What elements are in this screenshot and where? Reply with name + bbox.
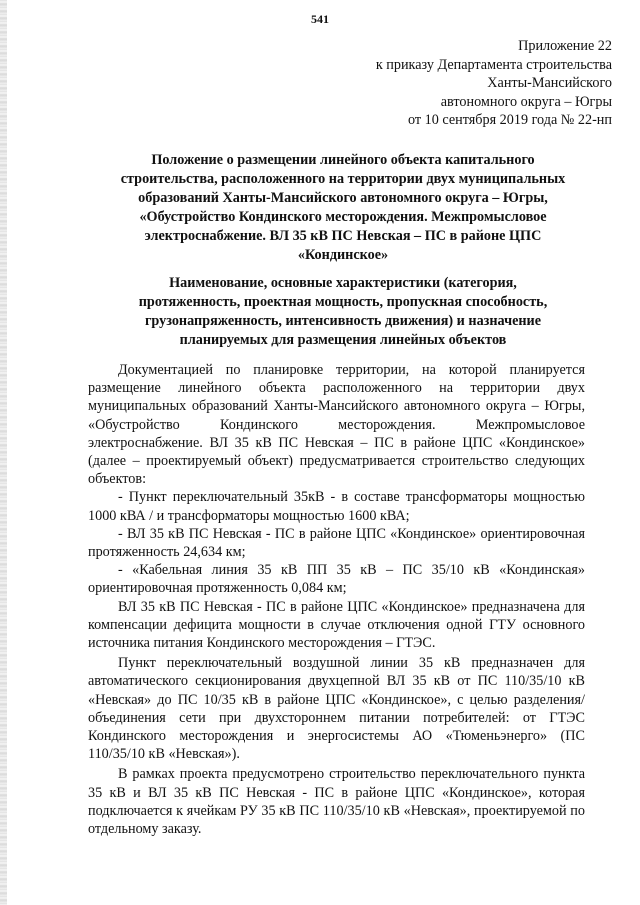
title-line: образований Ханты-Мансийского автономного округа – Югры, [138, 190, 548, 206]
list-item: - ВЛ 35 кВ ПС Невская - ПС в районе ЦПС «Кондинское» ориентировочная протяженность 24,634 км; [88, 525, 585, 561]
appendix-line: Ханты-Мансийского [487, 75, 612, 91]
appendix-line: автономного округа – Югры [440, 93, 612, 110]
heading-line: грузонапряженность, интенсивность движения) и назначение [144, 313, 542, 329]
body-paragraph: Документацией по планировке территории, на которой планируется размещение линейного объекта расположенного на территории двух муниципальных образований Ханты-Мансийского автономного округа – Югры, «Обустройство Кондинского месторождения. Межпромысловое электроснабжение. ВЛ 35 кВ ПС Невская – ПС в районе ЦПС «Кондинское» (далее – проектируемый объект) предусматривается строительство следующих объектов: [88, 362, 585, 488]
page-number: 541 [311, 12, 329, 26]
appendix-line: к приказу Департамента строительства [375, 56, 612, 73]
heading-line: протяженность, проектная мощность, пропускная способность, [138, 294, 548, 310]
heading-line: Наименование, основные характеристики (категория, [169, 275, 517, 291]
heading-line: планируемых для размещения линейных объектов [179, 332, 507, 348]
body-paragraph: Пункт переключательный воздушной линии 35 кВ предназначен для автоматического секционирования двухцепной ВЛ 35 кВ от ПС 110/35/10 кВ «Невская» до ПС 10/35 кВ в районе ЦПС «Кондинское», с целью разделения/объединения сети при двухстороннем питании потребителей: от ГТЭС Кондинского месторождения и энергосистемы АО «Тюменьэнерго» (ПС 110/35/10 кВ «Невская»). [88, 655, 585, 763]
list-item: - «Кабельная линия 35 кВ ПП 35 кВ – ПС 35/10 кВ «Кондинская» ориентировочная протяженность 0,084 км; [88, 562, 585, 597]
section-heading [98, 274, 588, 350]
title-line: Положение о размещении линейного объекта капитального [151, 152, 535, 168]
document-title [98, 151, 588, 265]
body-paragraph: ВЛ 35 кВ ПС Невская - ПС в районе ЦПС «Кондинское» предназначена для компенсации дефицита мощности в случае отключения одной ГТУ основного источника питания Кондинского месторождения – ГТЭС. [88, 598, 585, 652]
title-line: строительства, расположенного на территории двух муниципальных [120, 171, 566, 187]
title-line: «Кондинское» [297, 247, 389, 263]
appendix-block [282, 37, 612, 130]
body-text [88, 361, 585, 838]
appendix-line: Приложение 22 [518, 38, 612, 54]
list-item: - Пункт переключательный 35кВ - в составе трансформаторы мощностью 1000 кВА / и трансформаторы мощностью 1600 кВА; [88, 489, 585, 524]
title-line: «Обустройство Кондинского месторождения. Межпромысловое [139, 209, 547, 225]
scan-edge-artifact [0, 0, 7, 905]
body-paragraph: В рамках проекта предусмотрено строительство переключательного пункта 35 кВ и ВЛ 35 кВ ПС Невская - ПС в районе ЦПС «Кондинское», которая подключается к ячейкам РУ 35 кВ ПС 110/35/10 кВ «Невская», проектируемой по отдельному заказу. [88, 766, 585, 838]
appendix-line: от 10 сентября 2019 года № 22-нп [408, 112, 612, 128]
title-line: электроснабжение. ВЛ 35 кВ ПС Невская – ПС в районе ЦПС [144, 228, 542, 244]
